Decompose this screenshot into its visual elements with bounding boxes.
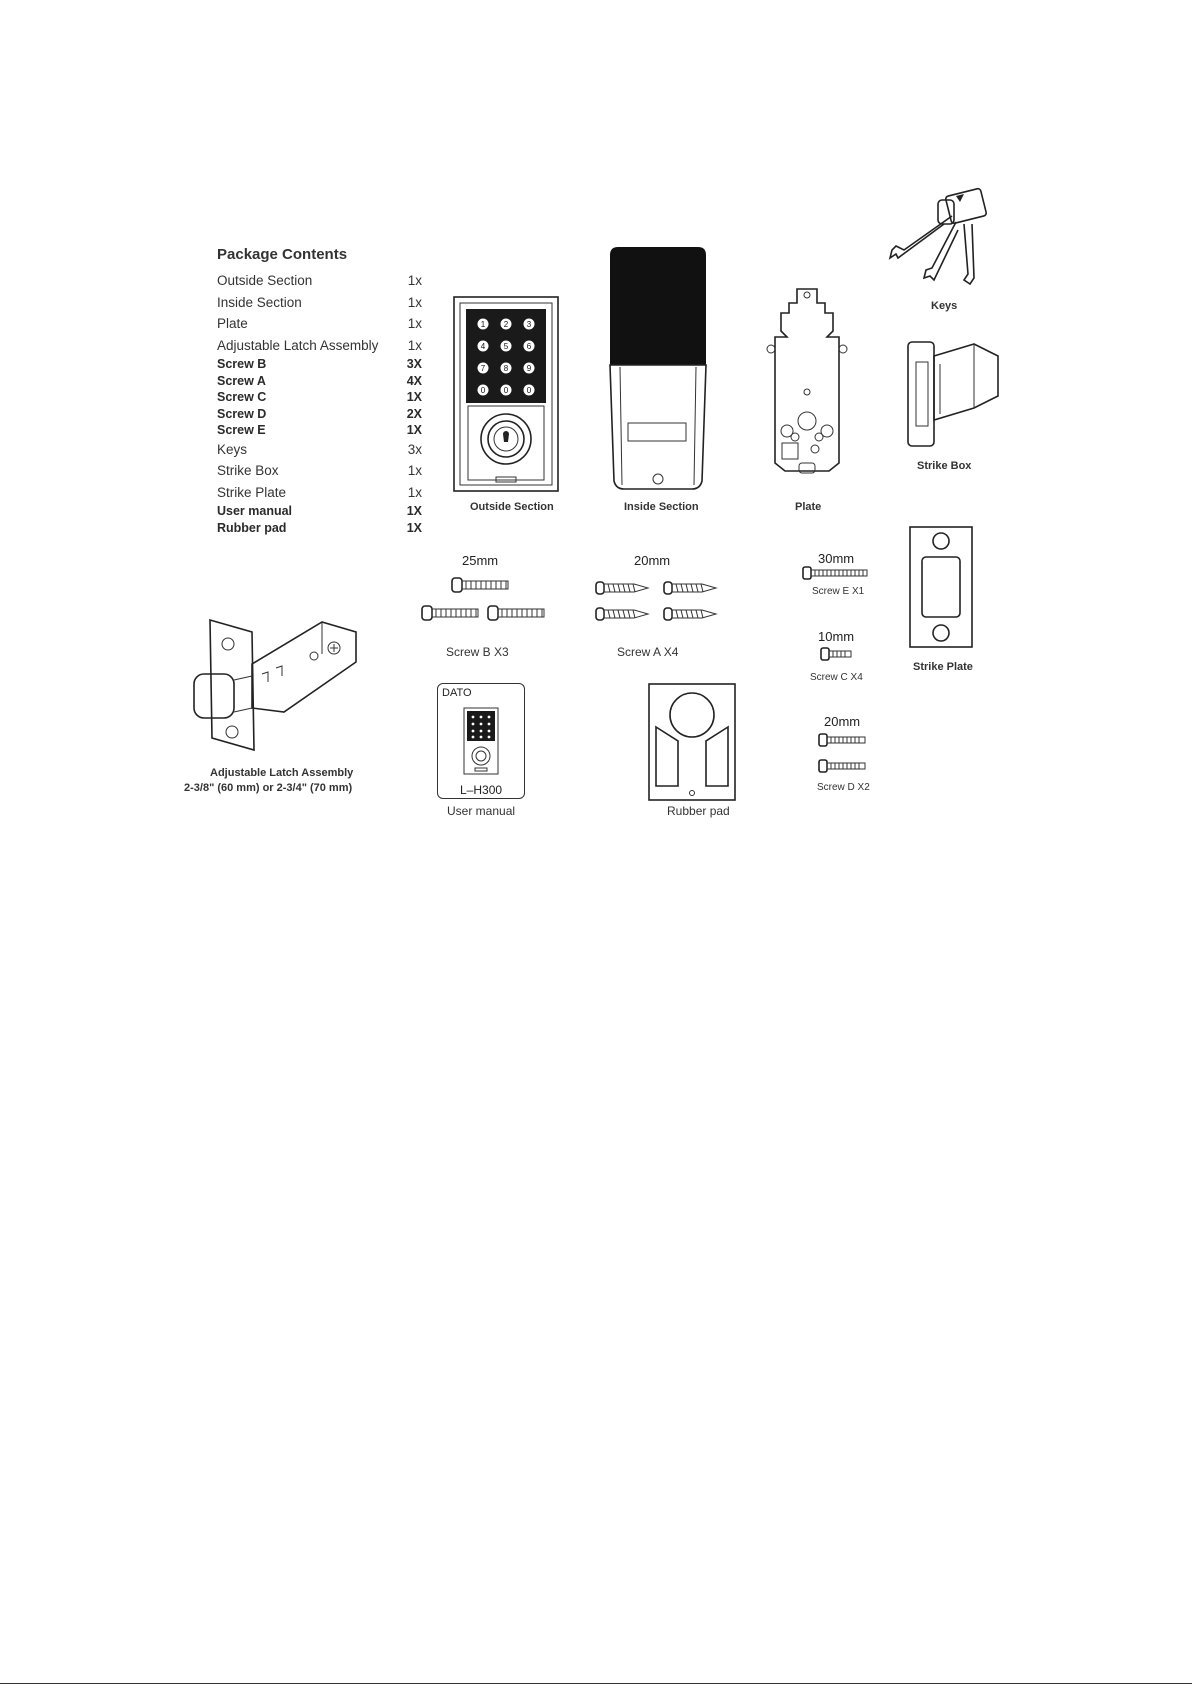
package-item-name: Keys xyxy=(217,441,248,457)
strike-box-icon xyxy=(904,336,1000,454)
keypad-key-digit: 1 xyxy=(480,320,486,329)
keys-label: Keys xyxy=(931,300,958,312)
package-item xyxy=(217,389,422,406)
screw-a-caption: Screw A X4 xyxy=(617,645,679,659)
package-item-qty: 1X xyxy=(406,390,422,404)
package-item-name: User manual xyxy=(217,504,293,518)
keypad-key-digit: 8 xyxy=(503,364,509,373)
keypad-key-digit: 0 xyxy=(526,386,532,395)
package-item xyxy=(217,335,422,357)
keys-icon xyxy=(886,188,992,294)
screw-icon xyxy=(594,580,724,624)
rubber-pad-label: Rubber pad xyxy=(667,804,730,818)
screw-b-length: 25mm xyxy=(462,553,499,568)
manual-lock-thumbnail-icon xyxy=(463,707,499,775)
package-item-qty: 4X xyxy=(406,373,422,388)
inside-section-label: Inside Section xyxy=(624,501,699,513)
screw-c-length: 10mm xyxy=(818,629,855,644)
keypad-key-digit: 5 xyxy=(503,342,509,351)
rubber-pad-icon xyxy=(648,683,736,801)
outside-section-label: Outside Section xyxy=(470,501,554,513)
package-item xyxy=(217,503,422,520)
package-item-name: Inside Section xyxy=(217,294,302,310)
latch-title-label: Adjustable Latch Assembly xyxy=(210,767,354,779)
screw-b-caption: Screw B X3 xyxy=(446,645,509,659)
package-item-qty: 1x xyxy=(407,316,422,331)
manual-model: L–H300 xyxy=(460,783,503,797)
screw-e-caption: Screw E X1 xyxy=(812,586,865,597)
screw-a-length: 20mm xyxy=(634,553,671,568)
inside-lock-icon xyxy=(608,245,708,491)
screw-d-caption: Screw D X2 xyxy=(817,782,870,793)
strike-plate-icon xyxy=(908,525,974,649)
keypad-key-digit: 2 xyxy=(503,320,509,329)
package-item-qty: 1x xyxy=(407,484,422,500)
keypad-key-digit: 7 xyxy=(480,364,486,373)
keypad-key-digit: 6 xyxy=(526,342,532,351)
package-item-qty: 2X xyxy=(406,406,422,421)
package-item xyxy=(217,482,422,504)
package-item xyxy=(217,373,422,390)
package-item xyxy=(217,439,422,461)
screw-e-length: 30mm xyxy=(818,551,855,566)
package-item-qty: 1x xyxy=(407,463,422,478)
package-item xyxy=(217,520,422,537)
screw-icon xyxy=(819,732,867,774)
package-item-qty: 1X xyxy=(406,520,422,535)
keypad-key-digit: 0 xyxy=(480,386,486,395)
latch-assembly-icon xyxy=(192,604,364,754)
screw-d-length: 20mm xyxy=(824,714,861,729)
keypad-key-digit: 0 xyxy=(503,386,509,395)
package-item-name: Screw D xyxy=(217,406,267,421)
package-item-name: Adjustable Latch Assembly xyxy=(217,337,379,353)
package-item-name: Screw B xyxy=(217,357,267,371)
package-item-qty: 3X xyxy=(406,357,422,371)
package-item-name: Outside Section xyxy=(217,273,313,288)
latch-sizes-label: 2-3/8" (60 mm) or 2-3/4" (70 mm) xyxy=(184,782,353,794)
package-item xyxy=(217,270,422,292)
plate-label: Plate xyxy=(795,501,822,513)
package-item xyxy=(217,313,422,335)
package-item-qty: 1x xyxy=(407,337,422,353)
manual-icon xyxy=(437,683,525,799)
package-item xyxy=(217,422,422,439)
strike-plate-label: Strike Plate xyxy=(913,661,973,673)
screw-icon xyxy=(420,575,550,625)
manual-brand: DATO xyxy=(442,687,472,699)
package-item-name: Strike Plate xyxy=(217,484,287,500)
package-item-name: Screw A xyxy=(217,373,266,388)
package-item xyxy=(217,356,422,373)
package-item-name: Rubber pad xyxy=(217,520,287,535)
strike-box-label: Strike Box xyxy=(917,460,972,472)
keypad-key-digit: 4 xyxy=(480,342,486,351)
keypad-key-digit: 3 xyxy=(526,320,532,329)
package-item-name: Strike Box xyxy=(217,463,279,478)
screw-icon xyxy=(803,567,869,579)
package-item-qty: 3x xyxy=(407,441,422,457)
package-item-qty: 1x xyxy=(407,294,422,310)
package-item xyxy=(217,406,422,423)
package-item-name: Plate xyxy=(217,316,248,331)
screw-c-caption: Screw C X4 xyxy=(810,672,863,683)
package-item xyxy=(217,292,422,314)
package-contents-rows xyxy=(217,270,422,536)
package-item-qty: 1x xyxy=(407,273,422,288)
page-bottom-border xyxy=(0,1683,1192,1684)
package-item xyxy=(217,460,422,482)
package-contents-title: Package Contents xyxy=(217,246,348,263)
keypad-key-digit: 9 xyxy=(526,364,532,373)
package-item-name: Screw E xyxy=(217,423,266,437)
package-contents-list xyxy=(217,246,422,536)
screw-icon xyxy=(821,648,853,660)
user-manual-label: User manual xyxy=(447,804,516,818)
package-item-name: Screw C xyxy=(217,390,267,404)
mounting-plate-icon xyxy=(757,287,857,475)
package-item-qty: 1X xyxy=(406,423,422,437)
package-item-qty: 1X xyxy=(406,504,422,518)
keypad-lock-icon xyxy=(453,296,559,492)
